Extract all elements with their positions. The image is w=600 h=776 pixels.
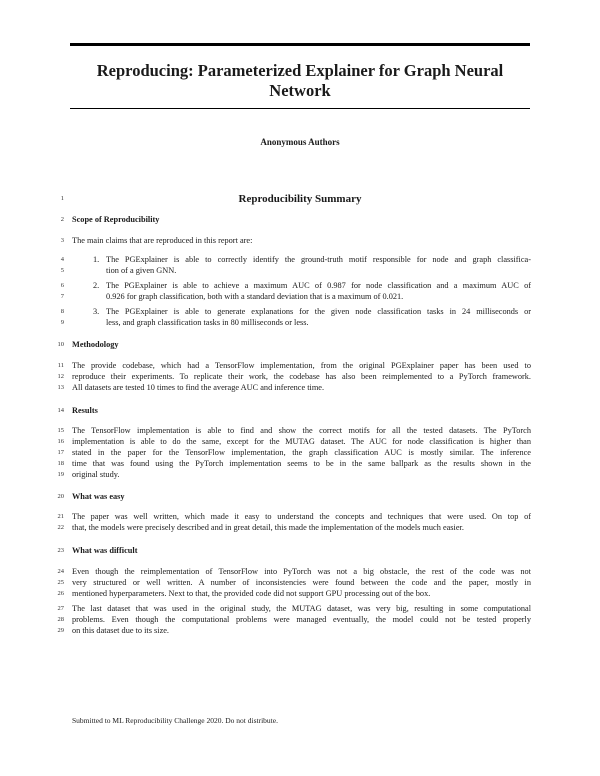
list-marker: 1. bbox=[93, 255, 100, 264]
difficult-heading: What was difficult bbox=[72, 546, 138, 555]
line-19 bbox=[0, 469, 600, 481]
easy-text: that, the models were precisely described and in great detail, this made the implementation of the models much easier. bbox=[72, 523, 464, 532]
line-number: 15 bbox=[57, 427, 64, 434]
line-7 bbox=[0, 291, 600, 303]
methodology-text: reproduce their experiments. To replicate their work, the codebase has also been reimplemented to a PyTorch framework. bbox=[72, 372, 531, 381]
line-number: 24 bbox=[57, 568, 64, 575]
line-22 bbox=[0, 522, 600, 534]
line-number: 4 bbox=[60, 256, 64, 263]
line-number: 29 bbox=[57, 627, 64, 634]
list-item-text: The PGExplainer is able to achieve a maximum AUC of 0.987 for node classification and a maximum AUC of bbox=[106, 281, 531, 290]
line-number: 19 bbox=[57, 471, 64, 478]
line-number: 7 bbox=[60, 293, 64, 300]
paper-title: Reproducing: Parameterized Explainer for Graph Neural Network bbox=[96, 61, 504, 100]
methodology-text: The provide codebase, which had a TensorFlow implementation, from the original PGExplainer paper has been used to bbox=[72, 361, 531, 370]
list-item-text: The PGExplainer is able to generate explanations for the given node classification tasks in 24 milliseconds or bbox=[106, 307, 531, 316]
line-9 bbox=[0, 317, 600, 329]
list-marker: 3. bbox=[93, 307, 100, 316]
results-text: time that was found using the PyTorch implementation seems to be in the same ballpark as the results shown in the bbox=[72, 459, 531, 468]
line-number: 13 bbox=[57, 384, 64, 391]
difficult-text: on this dataset due to its size. bbox=[72, 626, 170, 635]
list-item-text: less, and graph classification tasks in 80 milliseconds or less. bbox=[106, 318, 309, 327]
line-10 bbox=[0, 339, 600, 351]
scope-intro: The main claims that are reproduced in this report are: bbox=[72, 236, 253, 245]
difficult-text: problems. Even though the computational problems were managed eventually, the model could not be tested properly bbox=[72, 615, 531, 624]
easy-text: The paper was well written, which made it easy to understand the concepts and techniques that were used. On top of bbox=[72, 512, 531, 521]
difficult-text: The last dataset that was used in the original study, the MUTAG dataset, was very big, resulting in some computational bbox=[72, 604, 531, 613]
results-text: stated in the paper for the TensorFlow implementation, the graph classification AUC is mostly similar. The inference bbox=[72, 448, 531, 457]
methodology-heading: Methodology bbox=[72, 340, 119, 349]
line-number: 14 bbox=[57, 407, 64, 414]
line-number: 1 bbox=[60, 195, 64, 202]
line-number: 17 bbox=[57, 449, 64, 456]
top-rule bbox=[70, 43, 530, 46]
line-number: 25 bbox=[57, 579, 64, 586]
line-14 bbox=[0, 405, 600, 417]
line-number: 8 bbox=[60, 308, 64, 315]
list-item-text: 0.926 for graph classification, both with a standard deviation that is a maximum of 0.021. bbox=[106, 292, 404, 301]
methodology-text: All datasets are tested 10 times to find the average AUC and inference time. bbox=[72, 383, 325, 392]
results-heading: Results bbox=[72, 406, 98, 415]
line-number: 20 bbox=[57, 493, 64, 500]
list-item-text: The PGExplainer is able to correctly identify the ground-truth motif responsible for node and graph classifica- bbox=[106, 255, 531, 264]
difficult-text: very structured or well written. A number of inconsistencies were found between the code and the paper, mostly in bbox=[72, 578, 531, 587]
summary-heading: Reproducibility Summary bbox=[238, 193, 362, 205]
line-number: 27 bbox=[57, 605, 64, 612]
results-text: The TensorFlow implementation is able to find and show the correct motifs for all the tested datasets. The PyTorch bbox=[72, 426, 531, 435]
list-marker: 2. bbox=[93, 281, 100, 290]
line-23 bbox=[0, 545, 600, 557]
results-text: original study. bbox=[72, 470, 120, 479]
line-2 bbox=[0, 214, 600, 226]
line-number: 26 bbox=[57, 590, 64, 597]
line-number: 9 bbox=[60, 319, 64, 326]
line-number: 2 bbox=[60, 216, 64, 223]
line-number: 5 bbox=[60, 267, 64, 274]
line-number: 16 bbox=[57, 438, 64, 445]
line-number: 28 bbox=[57, 616, 64, 623]
line-number: 6 bbox=[60, 282, 64, 289]
line-3 bbox=[0, 235, 600, 247]
results-text: implementation is able to do the same, except for the MUTAG dataset. The AUC for node classification is higher than bbox=[72, 437, 531, 446]
authors: Anonymous Authors bbox=[260, 137, 340, 147]
easy-heading: What was easy bbox=[72, 492, 125, 501]
line-number: 12 bbox=[57, 373, 64, 380]
scope-heading: Scope of Reproducibility bbox=[72, 215, 160, 224]
footer-note: Submitted to ML Reproducibility Challenge 2020. Do not distribute. bbox=[72, 716, 278, 725]
line-13 bbox=[0, 382, 600, 394]
list-item-text: tion of a given GNN. bbox=[106, 266, 177, 275]
line-29 bbox=[0, 625, 600, 637]
line-20 bbox=[0, 491, 600, 503]
line-number: 22 bbox=[57, 524, 64, 531]
line-number: 21 bbox=[57, 513, 64, 520]
line-number: 3 bbox=[60, 237, 64, 244]
line-number: 18 bbox=[57, 460, 64, 467]
title-bottom-rule bbox=[70, 108, 530, 109]
line-number: 11 bbox=[57, 362, 64, 369]
line-number: 10 bbox=[57, 341, 64, 348]
difficult-text: mentioned hyperparameters. Next to that, the provided code did not support GPU processing out of the box. bbox=[72, 589, 431, 598]
difficult-text: Even though the reimplementation of TensorFlow into PyTorch was not a big obstacle, the rest of the code was not bbox=[72, 567, 531, 576]
line-number: 23 bbox=[57, 547, 64, 554]
line-26 bbox=[0, 588, 600, 600]
line-5 bbox=[0, 265, 600, 277]
